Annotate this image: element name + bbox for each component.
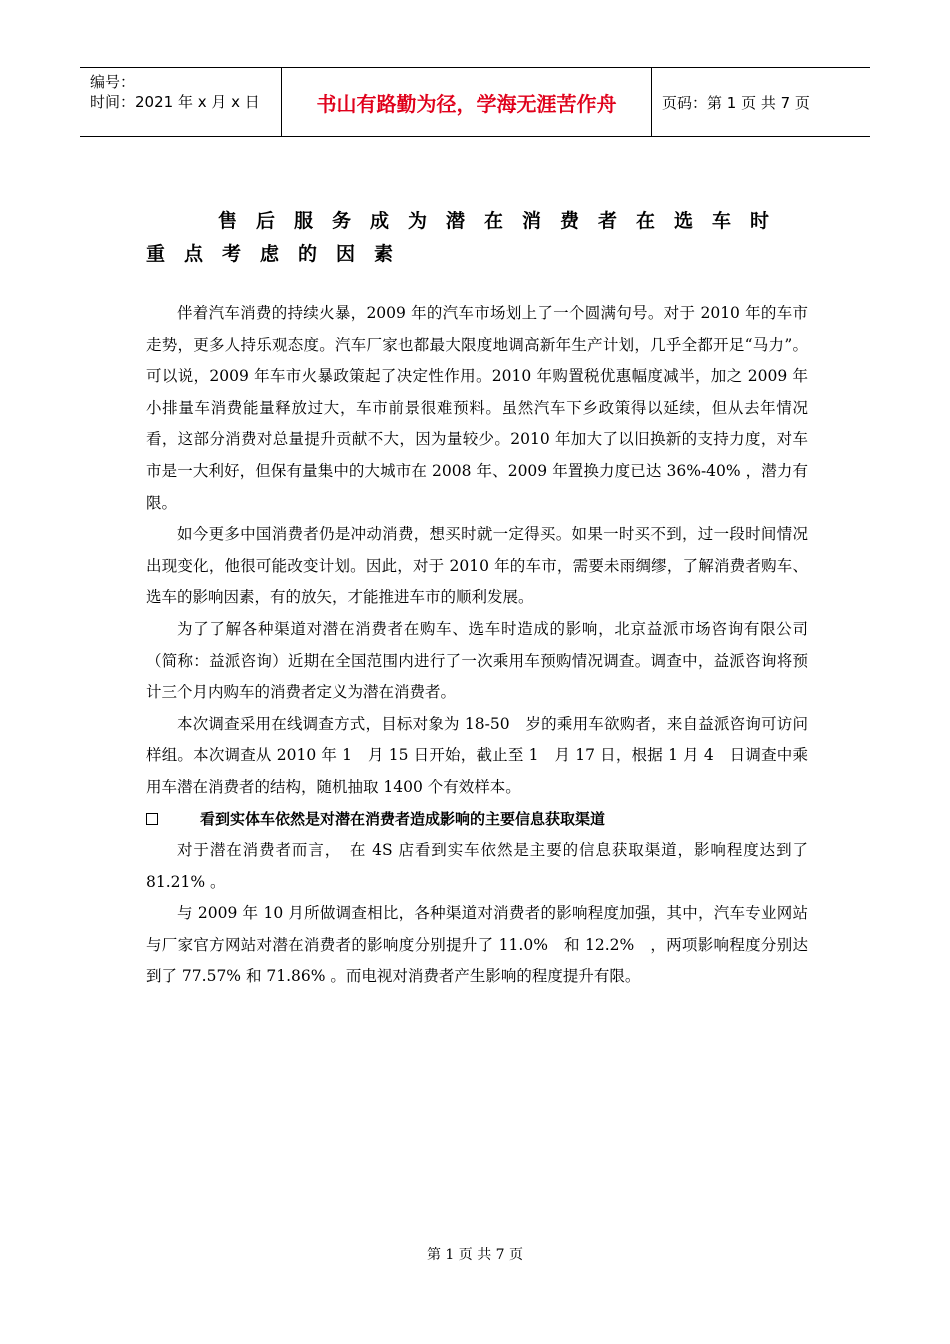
body-paragraph: 与 2009 年 10 月所做调查相比，各种渠道对消费者的影响程度加强，其中，汽车专业网站与厂家官方网站对潜在消费者的影响度分别提升了 11.0% 和 12.2% ，两项影响程度分别达到了 77.57% 和 71.86% 。而电视对消费者产生影响的程度提升有限。: [146, 904, 808, 986]
body-paragraph: 为了了解各种渠道对潜在消费者在购车、选车时造成的影响，北京益派市场咨询有限公司（简称：益派咨询）近期在全国范围内进行了一次乘用车预购情况调查。调查中，益派咨询将预计三个月内购车的消费者定义为潜在消费者。: [146, 619, 808, 702]
body-paragraph: 对于潜在消费者而言， 在 4S 店看到实车依然是主要的信息获取渠道，影响程度达到了 81.21% 。: [146, 841, 808, 891]
document-body: [146, 298, 808, 993]
checkbox-bullet-icon: [146, 813, 158, 825]
section-heading-text: 看到实体车依然是对潜在消费者造成影响的主要信息获取渠道: [200, 809, 606, 828]
header-number-label: 编号：: [90, 73, 136, 91]
header-time-label: 时间：2021 年 x 月 x 日: [90, 93, 260, 111]
body-paragraph: 伴着汽车消费的持续火暴，2009 年的汽车市场划上了一个圆满句号。对于 2010 年的车市走势，更多人持乐观态度。汽车厂家也都最大限度地调高新年生产计划，几乎全都开足“马力”。可以说，2009 年车市火暴政策起了决定性作用。2010 年购置税优惠幅度减半，加之 2009 年小排量车消费能量释放过大，车市前景很难预料。虽然汽车下乡政策得以延续，但从去年情况看，这部分消费对总量提升贡献不大，因为量较少。2010 年加大了以旧换新的支持力度，对车市是一大利好，但保有量集中的大城市在 2008 年、2009 年置换力度已达 36%-40% ，潜力有限。: [146, 304, 808, 512]
body-paragraph: 本次调查采用在线调查方式，目标对象为 18-50 岁的乘用车欲购者，来自益派咨询可访问样组。本次调查从 2010 年 1 月 15 日开始，截止至 1 月 17 日，根据 1 月 4 日调查中乘用车潜在消费者的结构，随机抽取 1400 个有效样本。: [146, 714, 808, 796]
header-meta: [80, 68, 282, 136]
document-title-line2: 重点考虑的因素: [146, 243, 413, 265]
document-header: [80, 67, 870, 137]
header-motto: 书山有路勤为径，学海无涯苦作舟: [282, 68, 652, 136]
body-paragraph: 如今更多中国消费者仍是冲动消费，想买时就一定得买。如果一时买不到，过一段时间情况出现变化，他很可能改变计划。因此，对于 2010 年的车市，需要未雨绸缪，了解消费者购车、选车的影响因素，有的放矢，才能推进车市的顺利发展。: [146, 525, 808, 607]
header-page-code: 页码：第 1 页 共 7 页: [662, 93, 810, 112]
section-heading: [146, 804, 808, 836]
page-footer: 第 1 页 共 7 页: [426, 1247, 524, 1263]
document-title-line1: 售后服务成为潜在消费者在选车时: [218, 210, 789, 232]
